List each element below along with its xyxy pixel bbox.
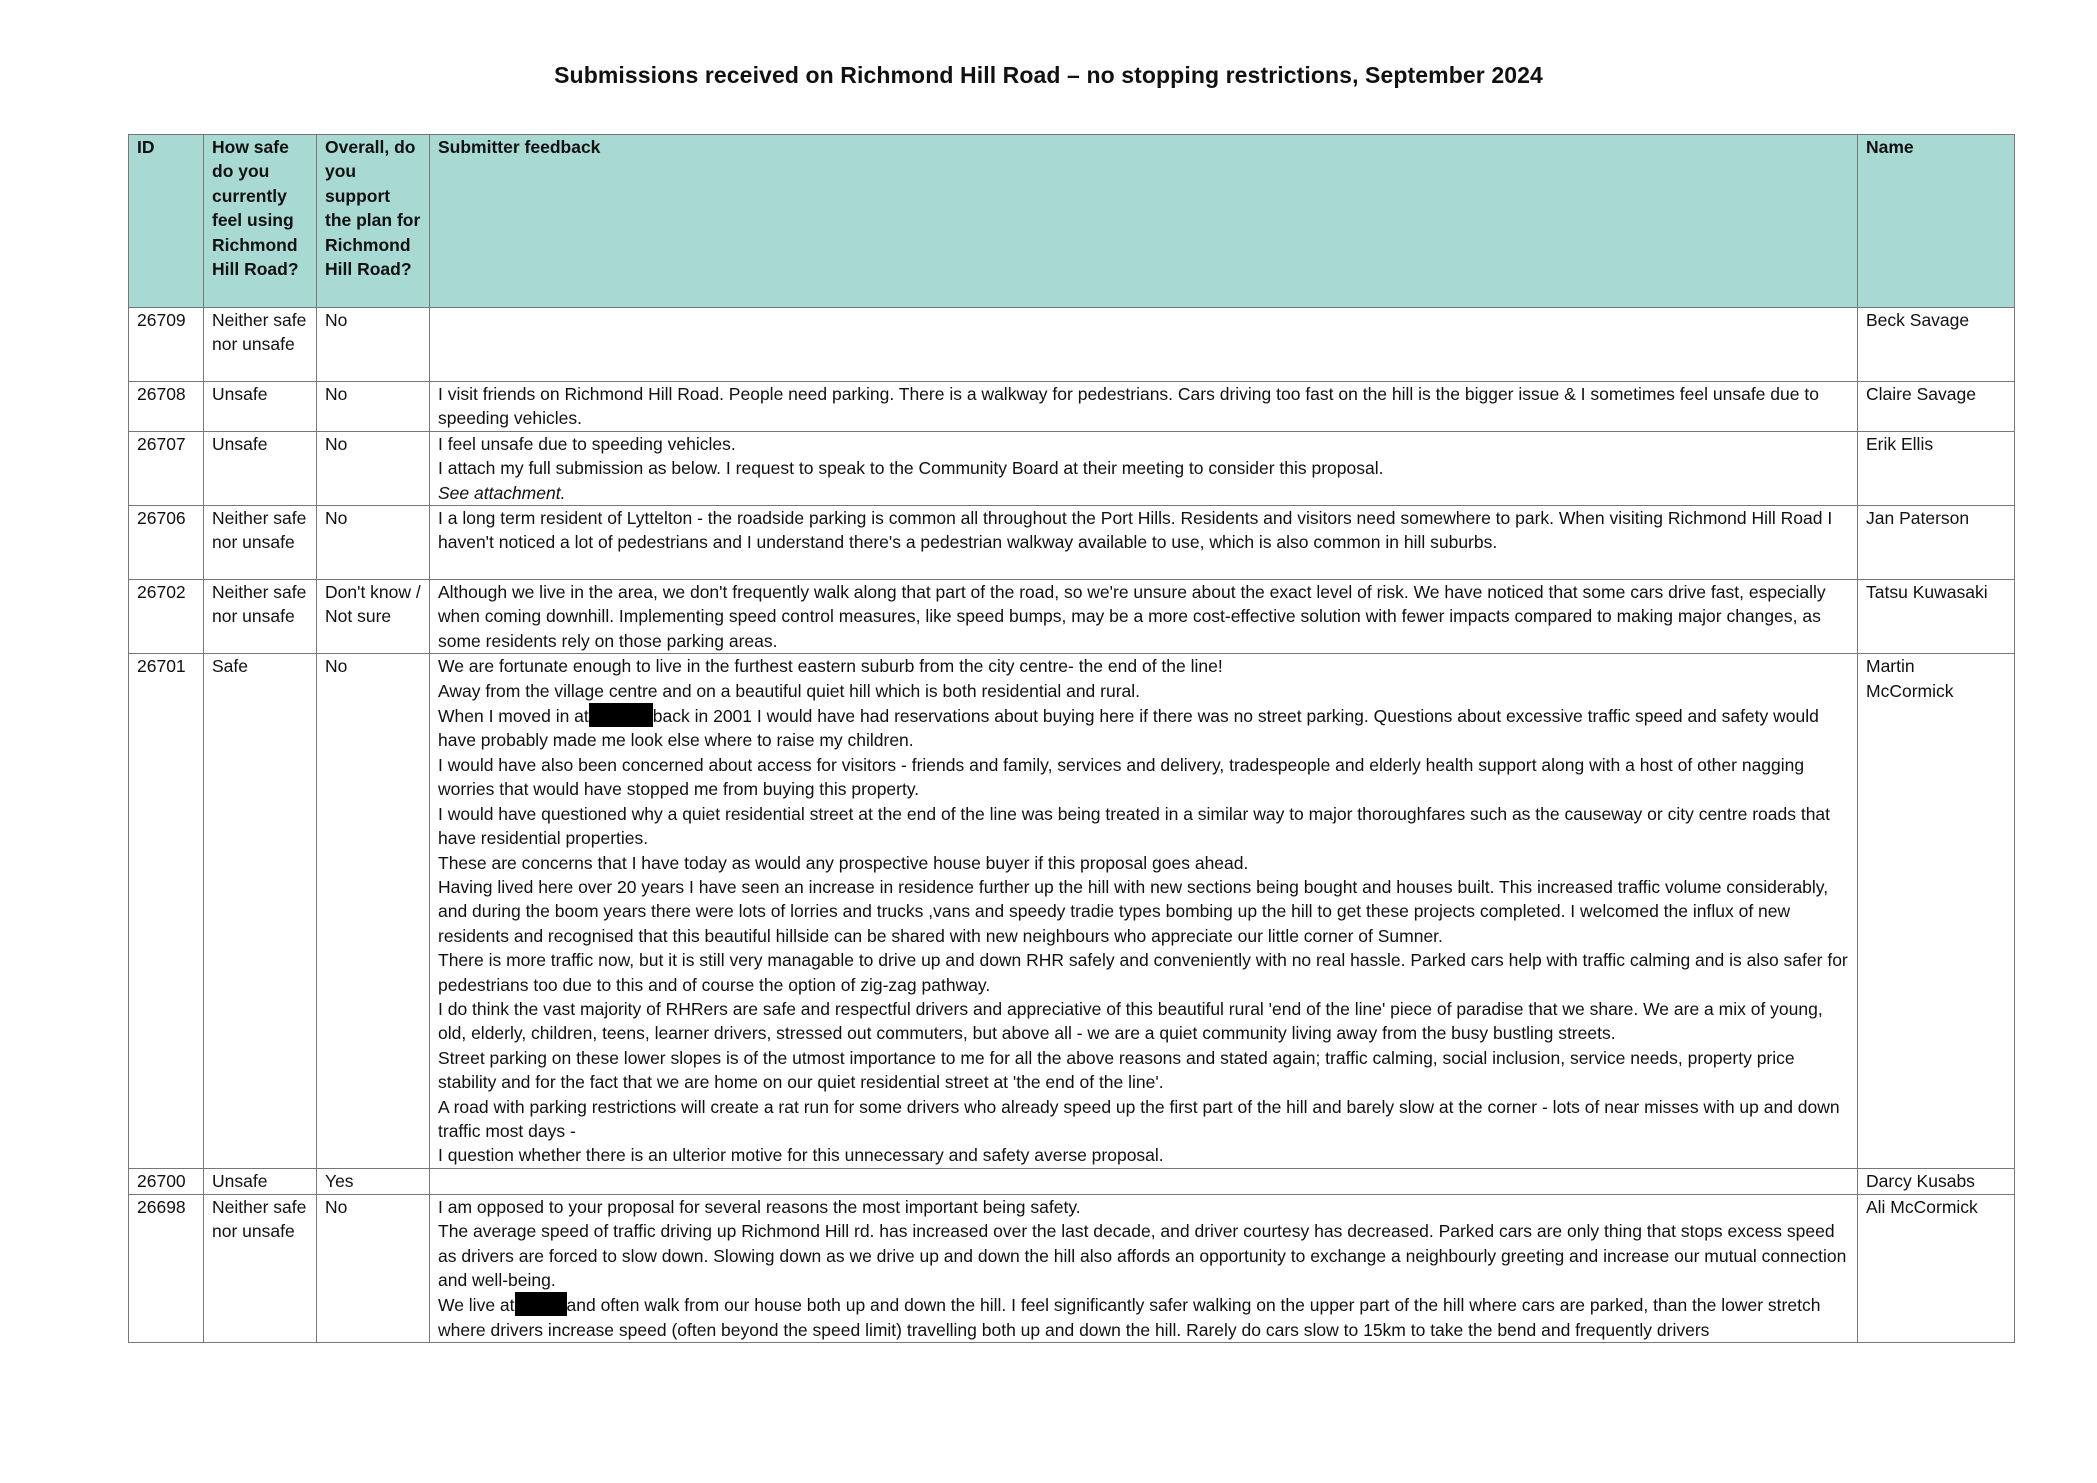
page-title: Submissions received on Richmond Hill Road – no stopping restrictions, September 2024	[554, 62, 1543, 88]
table-body	[129, 308, 2015, 1343]
header-support: Overall, do you support the plan for Richmond Hill Road?	[317, 135, 430, 308]
feedback-line: I a long term resident of Lyttelton - the roadside parking is common all throughout the Port Hills. Residents and visitors need somewhere to park. When visiting Richmond Hill Road I haven't noticed a lot of pedestrians and I understand there's a pedestrian walkway available to use, which is also common in hill suburbs.	[438, 508, 1833, 553]
header-name: Name	[1858, 135, 2015, 308]
cell-safety: Neither safe nor unsafe	[204, 506, 317, 580]
feedback-line: Although we live in the area, we don't frequently walk along that part of the road, so we're unsure about the exact level of risk. We have noticed that some cars drive fast, especially when coming downhill. Implementing speed control measures, like speed bumps, may be a more cost-effective solution with fewer impacts compared to making major changes, as some residents rely on those parking areas.	[438, 582, 1826, 651]
cell-support: No	[317, 431, 430, 505]
table-header	[129, 135, 2015, 308]
cell-safety: Unsafe	[204, 431, 317, 505]
submissions-table	[128, 134, 2015, 1343]
cell-safety: Safe	[204, 654, 317, 1169]
feedback-line: I question whether there is an ulterior motive for this unnecessary and safety averse proposal.	[438, 1145, 1164, 1166]
feedback-line: We are fortunate enough to live in the furthest eastern suburb from the city centre- the end of the line!	[438, 656, 1223, 677]
cell-safety: Neither safe nor unsafe	[204, 1194, 317, 1342]
table-row	[129, 506, 2015, 580]
cell-safety: Neither safe nor unsafe	[204, 580, 317, 654]
feedback-line: I am opposed to your proposal for several reasons the most important being safety.	[438, 1196, 1081, 1217]
table-row	[129, 1194, 2015, 1342]
feedback-line: I attach my full submission as below. I request to speak to the Community Board at their meeting to consider this proposal.	[438, 458, 1384, 479]
header-feedback: Submitter feedback	[430, 135, 1858, 308]
cell-feedback	[430, 506, 1858, 580]
redaction-block	[589, 703, 653, 727]
cell-support: No	[317, 308, 430, 382]
header-id: ID	[129, 135, 204, 308]
cell-id: 26700	[129, 1168, 204, 1194]
feedback-line: These are concerns that I have today as would any prospective house buyer if this proposal goes ahead.	[438, 852, 1249, 873]
feedback-text: We live at	[438, 1295, 515, 1316]
cell-feedback	[430, 580, 1858, 654]
cell-id: 26702	[129, 580, 204, 654]
feedback-text: When I moved in at	[438, 706, 589, 727]
feedback-line: I do think the vast majority of RHRers are safe and respectful drivers and appreciative of this beautiful rural 'end of the line' piece of paradise that we share. We are a mix of young, old, elderly, children, teens, learner drivers, stressed out commuters, but above all - we are a quiet community living away from the busy bustling streets.	[438, 998, 1823, 1044]
feedback-line: Away from the village centre and on a beautiful quiet hill which is both residential and rural.	[438, 680, 1141, 701]
feedback-line	[438, 1292, 1849, 1342]
cell-id: 26708	[129, 382, 204, 432]
feedback-line: I would have questioned why a quiet residential street at the end of the line was being treated in a similar way to major thoroughfares such as the causeway or city centre roads that have residential properties.	[438, 803, 1831, 849]
cell-support: Don't know / Not sure	[317, 580, 430, 654]
cell-safety: Neither safe nor unsafe	[204, 308, 317, 382]
redaction-block	[515, 1292, 567, 1316]
cell-feedback	[430, 308, 1858, 382]
cell-name: Ali McCormick	[1858, 1194, 2015, 1342]
feedback-line: The average speed of traffic driving up Richmond Hill rd. has increased over the last decade, and driver courtesy has decreased. Parked cars are only thing that stops excess speed as drivers are forced to slow down. Slowing down as we drive up and down the hill also affords an opportunity to exchange a neighbourly greeting and increase our mutual connection and well-being.	[438, 1221, 1847, 1290]
cell-name: Tatsu Kuwasaki	[1858, 580, 2015, 654]
cell-name: Erik Ellis	[1858, 431, 2015, 505]
feedback-line: I would have also been concerned about access for visitors - friends and family, services and delivery, tradespeople and elderly health support along with a host of other nagging worries that would have stopped me from buying this property.	[438, 754, 1805, 800]
cell-feedback	[430, 1168, 1858, 1194]
cell-name: Claire Savage	[1858, 382, 2015, 432]
table-row	[129, 431, 2015, 505]
cell-support: No	[317, 506, 430, 580]
cell-id: 26701	[129, 654, 204, 1169]
cell-name: Martin McCormick	[1858, 654, 2015, 1169]
feedback-text: and often walk from our house both up and down the hill. I feel significantly safer walking on the upper part of the hill where cars are parked, than the lower stretch where drivers increase speed (often beyond the speed limit) travelling both up and down the hill. Rarely do cars slow to 15km to take the bend and frequently drivers	[438, 1295, 1821, 1340]
cell-id: 26709	[129, 308, 204, 382]
cell-feedback	[430, 1194, 1858, 1342]
cell-support: No	[317, 382, 430, 432]
cell-name: Beck Savage	[1858, 308, 2015, 382]
feedback-line: See attachment.	[438, 482, 566, 503]
cell-safety: Unsafe	[204, 1168, 317, 1194]
cell-feedback	[430, 654, 1858, 1169]
cell-id: 26698	[129, 1194, 204, 1342]
cell-name: Jan Paterson	[1858, 506, 2015, 580]
table-row	[129, 1168, 2015, 1194]
cell-support: No	[317, 1194, 430, 1342]
cell-id: 26706	[129, 506, 204, 580]
feedback-line: A road with parking restrictions will create a rat run for some drivers who already speed up the first part of the hill and barely slow at the corner - lots of near misses with up and down traffic most days -	[438, 1096, 1840, 1141]
feedback-line: I visit friends on Richmond Hill Road. People need parking. There is a walkway for pedestrians. Cars driving too fast on the hill is the bigger issue & I sometimes feel unsafe due to speeding vehicles.	[438, 384, 1819, 429]
cell-name: Darcy Kusabs	[1858, 1168, 2015, 1194]
header-row	[129, 135, 2015, 308]
feedback-line	[438, 703, 1849, 753]
table-row	[129, 308, 2015, 382]
feedback-line: I feel unsafe due to speeding vehicles.	[438, 433, 736, 454]
table-row	[129, 654, 2015, 1169]
feedback-line: Having lived here over 20 years I have seen an increase in residence further up the hill with new sections being bought and houses built. This increased traffic volume considerably, and during the boom years there were lots of lorries and trucks ,vans and speedy tradie types bombing up the hill to get these projects completed. I welcomed the influx of new residents and recognised that this beautiful hillside can be shared with new neighbours who appreciate our little corner of Sumner.	[438, 876, 1829, 946]
cell-safety: Unsafe	[204, 382, 317, 432]
cell-support: Yes	[317, 1168, 430, 1194]
cell-support: No	[317, 654, 430, 1169]
cell-feedback	[430, 431, 1858, 505]
cell-feedback	[430, 382, 1858, 432]
header-safety: How safe do you currently feel using Richmond Hill Road?	[204, 135, 317, 308]
feedback-line: There is more traffic now, but it is still very managable to drive up and down RHR safely and conveniently with no real hassle. Parked cars help with traffic calming and is also safer for pedestrians too due to this and of course the option of zig-zag pathway.	[438, 950, 1848, 995]
cell-id: 26707	[129, 431, 204, 505]
table-row	[129, 580, 2015, 654]
table-row	[129, 382, 2015, 432]
feedback-line: Street parking on these lower slopes is of the utmost importance to me for all the above reasons and stated again; traffic calming, social inclusion, service needs, property price stability and for the fact that we are home on our quiet residential street at 'the end of the line'.	[438, 1047, 1795, 1093]
feedback-text: back in 2001 I would have had reservations about buying here if there was no street parking. Questions about excessive traffic speed and safety would have probably made me look else where to raise my children.	[438, 706, 1819, 751]
